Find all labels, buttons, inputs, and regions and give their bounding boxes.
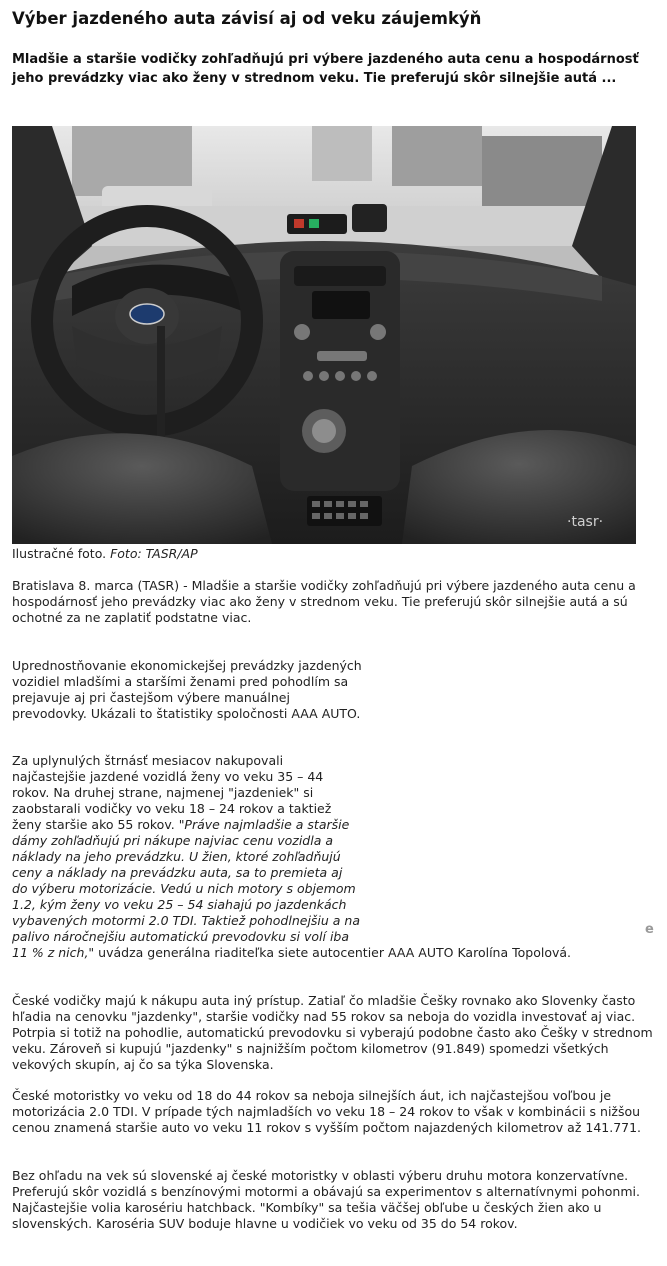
paragraph-3-end: uvádza generálna riaditeľka siete autocentier AAA AUTO Karolína Topolová. [94, 945, 571, 960]
article-photo [12, 126, 636, 544]
paragraph-3 [12, 753, 660, 961]
photo-caption [12, 546, 198, 561]
side-e-icon[interactable]: e [645, 922, 654, 937]
paragraph-2: Uprednostňovanie ekonomickejšej prevádzky jazdených vozidiel mladšími a staršími ženami pred pohodlím sa prejavuje aj pri častejšom výbere manuálnej prevodovky. Ukázali to štatistiky spoločnosti AAA AUTO. [12, 658, 362, 721]
caption-text: Ilustračné foto. [12, 546, 111, 561]
paragraph-1: Bratislava 8. marca (TASR) - Mladšie a staršie vodičky zohľadňujú pri výbere jazdeného auta cenu a hospodárnosť jeho prevádzky viac ako ženy v strednom veku. Tie preferujú skôr silnejšie autá a sú ochotné za ne zaplatiť podstatne viac. [12, 578, 636, 625]
paragraph-6: Bez ohľadu na vek sú slovenské aj české motoristky v oblasti výberu druhu motora konzervatívne. Preferujú skôr vozidlá s benzínovými motormi a obávajú sa experimentov s alternatívnymi pohonmi. Najčastejšie volia karosériu hatchback. "Kombíky" sa tešia väčšej obľube u českých žien ako u slovenských. Karoséria SUV boduje hlavne u vodičiek vo veku od 35 do 54 rokov. [12, 1168, 640, 1231]
article-lead: Mladšie a staršie vodičky zohľadňujú pri výbere jazdeného auta cenu a hospodárnosť jeho prevádzky viac ako ženy v strednom veku. Tie preferujú skôr silnejšie autá ... [12, 52, 639, 86]
car-interior-image [12, 126, 636, 544]
paragraph-4: České vodičky majú k nákupu auta iný prístup. Zatiaľ čo mladšie Češky rovnako ako Slovenky často hľadia na cenovku "jazdenky", staršie vodičky nad 55 rokov sa neboja do vozidla investovať aj viac. Potrpia si totiž na pohodlie, automatickú prevodovku si vyberajú podobne často ako Češky v strednom veku. Zároveň si kupujú "jazdenky" s najnižším počtom kilometrov (91.849) spomedzi všetkých vekových skupín, aj čo sa týka Slovenska. [12, 993, 653, 1072]
paragraph-3-quote: "Práve najmladšie a staršie dámy zohľadňujú pri nákupe najviac cenu vozidla a náklady na jeho prevádzku. U žien, ktoré zohľadňujú ceny a náklady na prevádzku auta, sa to premieta aj do výberu motorizácie. Vedú u nich motory s objemom 1.2, kým ženy vo veku 25 – 54 siahajú po jazdenkách vybavených motormi 2.0 TDI. Taktiež pohodlnejšiu a na palivo náročnejšiu automatickú prevodovku si volí iba 11 % z nich," [12, 817, 361, 960]
caption-credit: Foto: TASR/AP [110, 546, 198, 561]
article-title: Výber jazdeného auta závisí aj od veku záujemkýň [12, 9, 482, 28]
paragraph-3-intro: Za uplynulých štrnásť mesiacov nakupovali najčastejšie jazdené vozidlá ženy vo veku 35 – 44 rokov. Na druhej strane, najmenej "jazdeniek" si zaobstarali vodičky vo veku 18 – 24 rokov a taktiež ženy staršie ako 55 rokov. [12, 753, 332, 832]
paragraph-5: České motoristky vo veku od 18 do 44 rokov sa neboja silnejších áut, ich najčastejšou voľbou je motorizácia 2.0 TDI. V prípade tých najmladších vo veku 18 – 24 rokov to však v kombinácii s nižšou cenou znamená staršie auto vo veku 11 rokov s vyšším počtom najazdených kilometrov až 141.771. [12, 1088, 642, 1135]
tasr-watermark: ·tasr· [567, 514, 604, 530]
